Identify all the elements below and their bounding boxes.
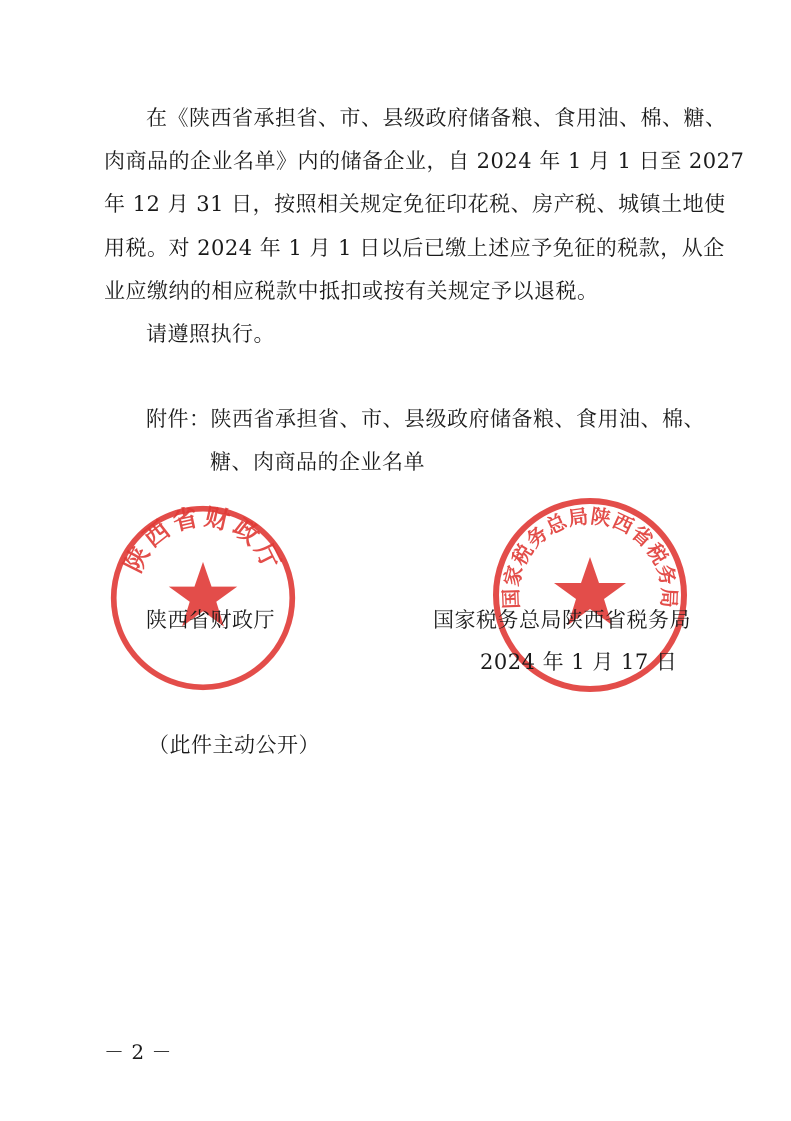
page-number: － 2 －: [104, 1040, 172, 1064]
body-line-5: 业应缴纳的相应税款中抵扣或按有关规定予以退税。: [104, 279, 599, 303]
finance-department-seal: [108, 503, 298, 693]
attachment-line-2: 糖、肉商品的企业名单: [210, 450, 425, 474]
body-line-3: 年 12 月 31 日，按照相关规定免征印花税、房产税、城镇土地使: [104, 192, 726, 216]
closing-line: 请遵照执行。: [146, 322, 275, 346]
body-line-2: 肉商品的企业名单》内的储备企业，自 2024 年 1 月 1 日至 2027: [104, 149, 745, 173]
signature-tax-bureau: 国家税务总局陕西省税务局: [433, 608, 691, 632]
signature-finance-department: 陕西省财政厅: [146, 608, 275, 632]
disclosure-note: （此件主动公开）: [148, 733, 320, 757]
attachment-line-1: 附件：陕西省承担省、市、县级政府储备粮、食用油、棉、: [146, 407, 705, 431]
body-line-4: 用税。对 2024 年 1 月 1 日以后已缴上述应予免征的税款，从企: [104, 236, 725, 260]
tax-seal-text: 国家税务总局陕西省税务局: [498, 503, 682, 610]
signature-date: 2024 年 1 月 17 日: [480, 650, 678, 674]
finance-seal-text: 陕西省财政厅: [118, 503, 288, 577]
body-line-1: 在《陕西省承担省、市、县级政府储备粮、食用油、棉、糖、: [146, 106, 727, 130]
